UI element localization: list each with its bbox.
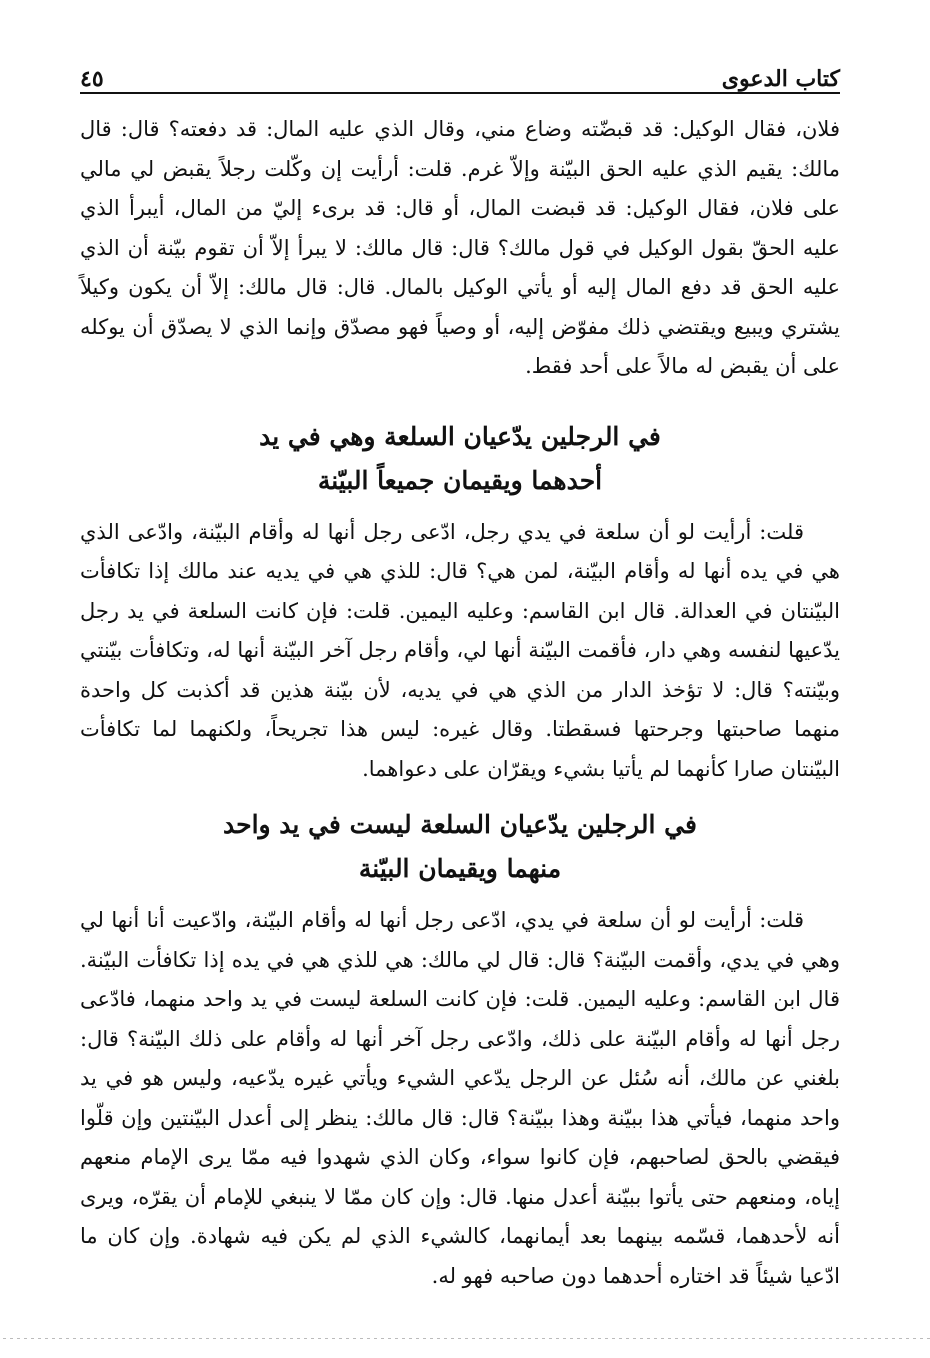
- paragraph-2: قلت: أرأيت لو أن سلعة في يدي رجل، ادّعى رجل أنها له وأقام البيّنة، وادّعى الذي هي في يده أنها له وأقام البيّنة، لمن هي؟ قال: للذي هي في يديه عند مالك إذا تكافأت البيّنتان في العدالة. قال ابن القاسم: وعليه اليمين. قلت: فإن كانت السلعة في يد رجل يدّعيها لنفسه وهي دار، فأقمت البيّنة أنها لي، وأقام رجل آخر البيّنة أنها له، وتكافأت بيّنتي وبيّنته؟ قال: لا تؤخذ الدار من الذي هي في يديه، لأن بيّنة هذين قد أكذبت كل واحدة منهما صاحبتها وجرحتها فسقطتا. وقال غيره: ليس هذا تجريحاً، ولكنهما لما تكافأت البيّنتان صارا كأنهما لم يأتيا بشيء ويقرّان على دعواهما.: [80, 519, 840, 781]
- section-heading-2-line-1: في الرجلين يدّعيان السلعة ليست في يد واحد: [223, 810, 697, 839]
- section-heading-2-line-2: منهما ويقيمان البيّنة: [358, 854, 562, 883]
- section-heading-1-line-2: أحدهما ويقيمان جميعاً البيّنة: [317, 465, 603, 495]
- page-number: ٤٥: [80, 66, 104, 92]
- paragraph-1: فلان، فقال الوكيل: قد قبضّته وضاع مني، وقال الذي عليه المال: قد دفعته؟ قال: قال مالك: يقيم الذي عليه الحق البيّنة وإلاّ غرم. قلت: أرأيت إن وكّلت رجلاً يقبض لي مالي على فلان، فقال الوكيل: قد قبضت المال، أو قال: قد برىء إليّ من المال، أيبرأ الذي عليه الحقّ بقول الوكيل في قول مالك؟ قال: قال مالك: لا يبرأ إلاّ أن تقوم بيّنة أن الذي عليه الحق قد دفع المال إليه أو يأتي الوكيل بالمال. قال: قال مالك: إلاّ أن يكون وكيلاً يشتري ويبيع ويقتضي ذلك مفوّض إليه، أو وصياً فهو مصدّق وإنما الذي لا يصدّق أن يوكله على أن يقبض له مالاً على أحد فقط.: [80, 117, 840, 378]
- page-bottom-edge: [0, 1338, 930, 1339]
- section-heading-2: [80, 803, 840, 891]
- paragraph-3: قلت: أرأيت لو أن سلعة في يدي، ادّعى رجل أنها له وأقام البيّنة، وادّعيت أنا أنها لي وهي في يدي، وأقمت البيّنة؟ قال: قال لي مالك: هي للذي هي في يده إذا تكافأت البيّنة. قال ابن القاسم: وعليه اليمين. قلت: فإن كانت السلعة ليست في يد واحد منهما، فادّعى رجل أنها له وأقام البيّنة على ذلك، وادّعى رجل آخر أنها له وأقام على ذلك البيّنة؟ قال: بلغني عن مالك، أنه سُئل عن الرجل يدّعي الشيء ويأتي غيره يدّعيه، وليس هو في يد واحد منهما، فيأتي هذا ببيّنة وهذا ببيّنة؟ قال: قال مالك: ينظر إلى أعدل البيّنتين وإن قلّوا فيقضي بالحق لصاحبهم، فإن كانوا سواء، وكان الذي شهدوا فيه ممّا يرى الإمام منعهم إياه، ومنعهم حتى يأتوا ببيّنة أعدل منها. قال: وإن كان ممّا لا ينبغي للإمام أن يقرّه، ويرى أنه لأحدهما، قسّمه بينهما بعد أيمانهما، كالشيء الذي لم يكن فيه شهادة. وإن كان ما ادّعيا شيئاً قد اختاره أحدهما دون صاحبه فهو له.: [80, 908, 840, 1288]
- running-header: [80, 52, 840, 94]
- section-heading-1-line-1: في الرجلين يدّعيان السلعة وهي في يد: [259, 421, 661, 451]
- section-heading-1: [80, 415, 840, 503]
- book-page: [80, 52, 840, 1296]
- book-title: كتاب الدعوى: [721, 66, 840, 92]
